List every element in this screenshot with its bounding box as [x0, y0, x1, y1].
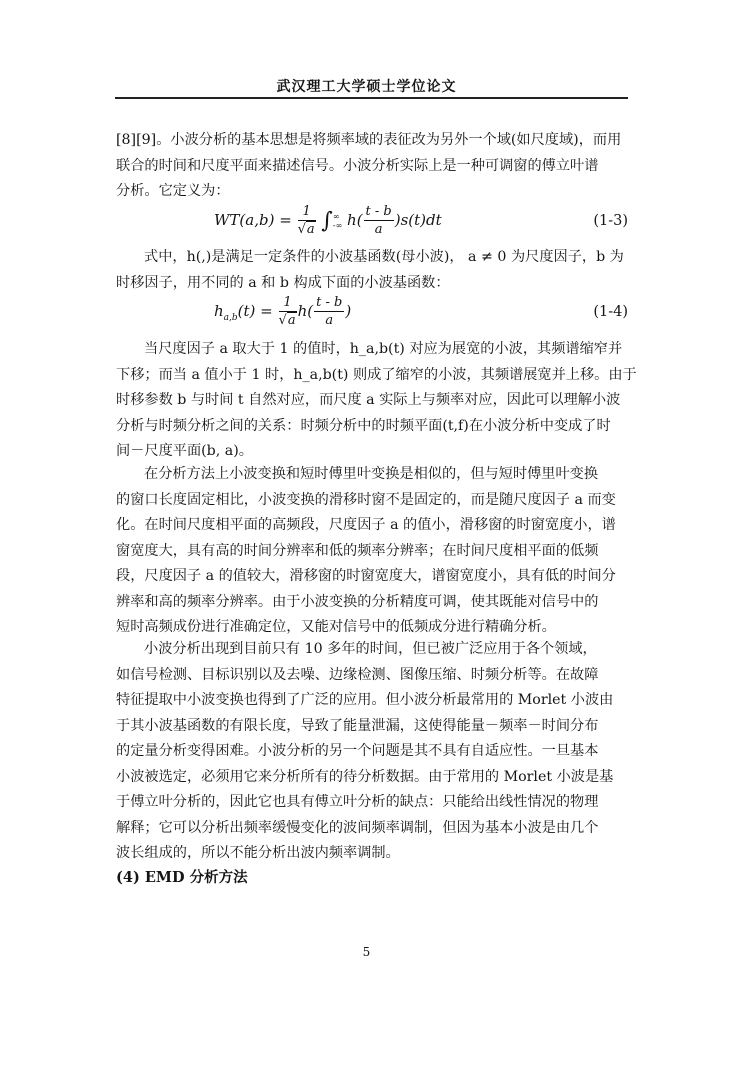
paragraph-line: 辨率和高的频率分辨率。由于小波变换的分析精度可调，使其既能对信号中的 — [116, 593, 599, 610]
equation-number: (1-4) — [593, 304, 628, 320]
paragraph-line: 时移参数 b 与时间 t 自然对应，而尺度 a 实际上与频率对应，因此可以理解小波 — [116, 392, 621, 408]
inner-denominator: a — [325, 313, 334, 328]
inner-fraction — [364, 203, 394, 239]
lhs-subscript: a,b — [223, 313, 238, 323]
paragraph-line: 短时高频成份进行准确定位，又能对信号中的低频成分进行精确分析。 — [116, 619, 556, 635]
integral-limits — [333, 212, 342, 230]
paragraph-line: 波长组成的，所以不能分析出波内频率调制。 — [116, 845, 400, 861]
inner-numerator: t - b — [316, 295, 343, 310]
paragraph-line: 小波分析出现到目前只有 10 多年的时间，但已被广泛应用于各个领域， — [144, 641, 597, 657]
paragraph-2 — [116, 245, 626, 296]
integral-upper-limit: ∞ — [332, 212, 340, 221]
integral-sign: ∫ — [321, 208, 333, 234]
paragraph-line: 于其小波基函数的有限长度，导致了能量泄漏，这使得能量－频率－时间分布 — [116, 717, 599, 734]
paragraph-3 — [116, 337, 637, 465]
paragraph-line: 分析与时频分析之间的关系：时频分析中的时频平面(t,f)在小波分析中变成了时 — [116, 417, 611, 434]
sqrt-radicand: a — [287, 313, 296, 328]
equation-1-4 — [116, 294, 628, 334]
paragraph-line: [8][9]。小波分析的基本思想是将频率域的表征改为另外一个域(如尺度域)，而用 — [116, 132, 622, 148]
lhs-argument: (t) = — [237, 302, 273, 320]
coefficient-denominator: √a — [278, 313, 296, 328]
paragraph-line: 联合的时间和尺度平面来描述信号。小波分析实际上是一种可调窗的傅立叶谱 — [116, 157, 599, 174]
paragraph-line: 段，尺度因子 a 的值较大，滑移窗的时窗宽度大，谱窗宽度小，具有低的时间分 — [116, 568, 616, 584]
equation-tail: ) — [345, 302, 352, 320]
kernel-function: h( — [347, 211, 363, 229]
inner-numerator: t - b — [365, 204, 392, 219]
paragraph-line: 的窗口长度固定相比，小波变换的滑移时窗不是固定的，而是随尺度因子 a 而变 — [116, 491, 616, 508]
paragraph-line: 的定量分析变得困难。小波分析的另一个问题是其不具有自适应性。一旦基本 — [116, 743, 599, 759]
running-header: 武汉理工大学硕士学位论文 — [276, 79, 457, 95]
paragraph-line: 如信号检测、目标识别以及去噪、边缘检测、图像压缩、时频分析等。在故障 — [116, 666, 599, 683]
paragraph-line: 化。在时间尺度相平面的高频段，尺度因子 a 的值小，滑移窗的时窗宽度小，谱 — [116, 517, 616, 533]
paragraph-5 — [116, 637, 626, 867]
paragraph-4 — [116, 462, 626, 641]
equation-1-3 — [116, 203, 628, 243]
paragraph-line: 于傅立叶分析的，因此它也具有傅立叶分析的缺点：只能给出线性情况的物理 — [116, 794, 599, 810]
paragraph-line: 特征提取中小波变换也得到了广泛的应用。但小波分析最常用的 Morlet 小波由 — [116, 692, 614, 708]
paragraph-line: 时移因子，用不同的 a 和 b 构成下面的小波基函数： — [116, 274, 450, 291]
paragraph-1 — [116, 128, 626, 205]
paragraph-line: 在分析方法上小波变换和短时傅里叶变换是相似的，但与短时傅里叶变换 — [144, 466, 599, 482]
paragraph-line: 当尺度因子 a 取大于 1 的值时，h_a,b(t) 对应为展宽的小波，其频谱缩窄并 — [144, 341, 623, 357]
equation-lhs: h — [214, 302, 224, 320]
equation-coefficient — [279, 294, 297, 330]
paragraph-line: 间－尺度平面(b, a)。 — [116, 443, 253, 459]
kernel-function: h( — [297, 302, 314, 320]
section-heading: (4) EMD 分析方法 — [116, 869, 248, 886]
paragraph-line: 下移；而当 a 值小于 1 时，h_a,b(t) 则成了缩窄的小波，其频谱展宽并上移。由于 — [116, 366, 637, 383]
paragraph-line: 解释；它可以分析出频率缓慢变化的波间频率调制，但因为基本小波是由几个 — [116, 819, 599, 836]
coefficient-numerator: 1 — [279, 294, 297, 312]
coefficient-denominator: √a — [297, 222, 315, 237]
paragraph-line: 小波被选定，必须用它来分析所有的待分析数据。由于常用的 Morlet 小波是基 — [116, 768, 614, 785]
paragraph-line: 窗宽度大，具有高的时间分辨率和低的频率分辨率；在时间尺度相平面的低频 — [116, 542, 599, 559]
sqrt-radicand: a — [306, 222, 315, 237]
header-rule — [115, 97, 628, 99]
equation-expression — [214, 203, 442, 239]
integral-lower-limit: -∞ — [332, 221, 343, 230]
equation-lhs: WT(a,b) = — [214, 211, 292, 229]
equation-coefficient — [298, 203, 316, 239]
page-number: 5 — [362, 945, 371, 959]
inner-denominator: a — [374, 222, 383, 237]
paragraph-line: 式中，h(,)是满足一定条件的小波基函数(母小波)， a ≠ 0 为尺度因子，b 为 — [144, 249, 624, 265]
equation-tail: )s(t)dt — [394, 211, 442, 229]
coefficient-numerator: 1 — [298, 203, 316, 221]
paragraph-line: 分析。它定义为： — [116, 183, 230, 199]
equation-number: (1-3) — [593, 213, 628, 229]
inner-fraction — [314, 294, 344, 330]
equation-expression — [214, 294, 351, 330]
